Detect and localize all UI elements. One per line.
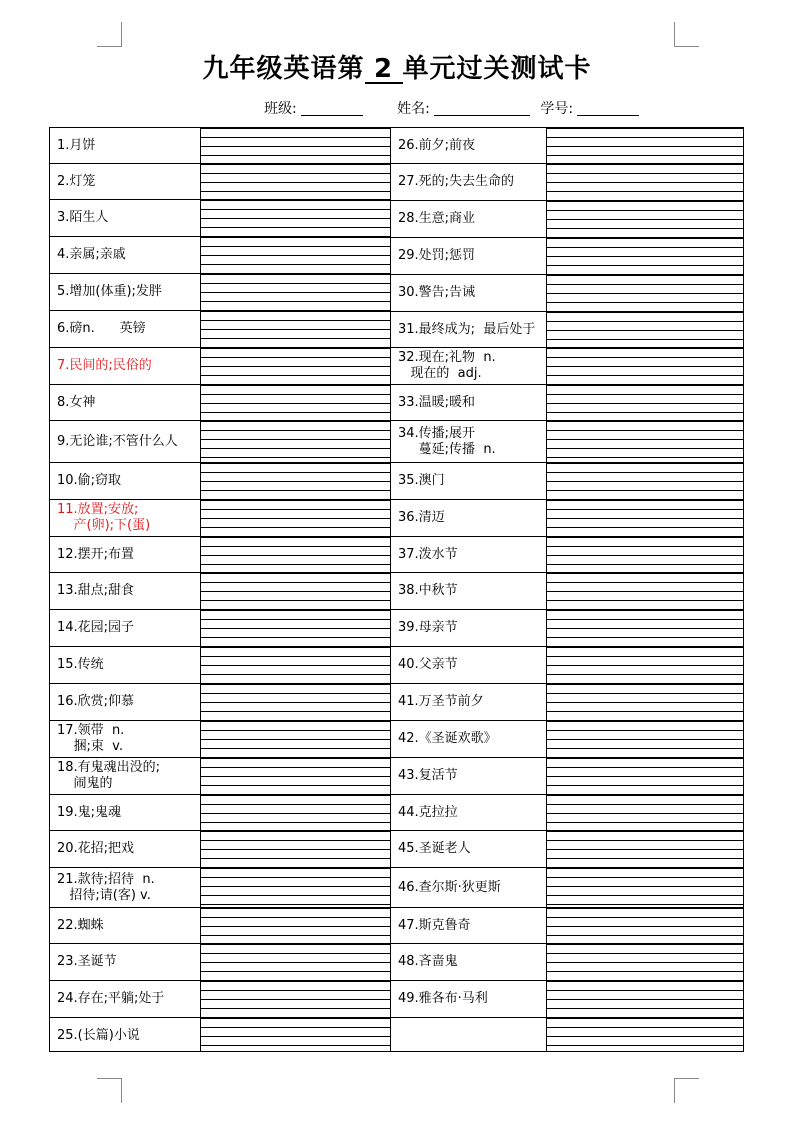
right-prompt-cell xyxy=(391,758,546,795)
right-prompt-cell xyxy=(391,500,546,537)
prompt-text: 9.无论谁;不管什么人 xyxy=(57,433,178,449)
page-title xyxy=(0,48,794,85)
left-prompt-cell xyxy=(50,684,200,721)
right-answer-lines[interactable] xyxy=(547,721,743,758)
prompt-text: 48.吝啬鬼 xyxy=(398,954,458,969)
prompt-text: 23.圣诞节 xyxy=(57,954,117,969)
title-suffix: 单元过关测试卡 xyxy=(402,54,592,84)
right-answer-lines[interactable] xyxy=(547,684,743,721)
left-prompt-cell xyxy=(50,721,200,758)
left-answer-lines[interactable] xyxy=(201,908,390,944)
name-field[interactable] xyxy=(434,101,530,116)
prompt-text: 25.(长篇)小说 xyxy=(57,1027,140,1043)
left-answer-lines[interactable] xyxy=(201,311,390,348)
prompt-text: 41.万圣节前夕 xyxy=(398,694,484,709)
prompt-text: 22.蜘蛛 xyxy=(57,917,104,933)
prompt-text: 49.雅各布·马利 xyxy=(398,991,488,1006)
left-answer-lines[interactable] xyxy=(201,274,390,311)
right-prompt-cell xyxy=(391,868,546,908)
right-prompt-cell xyxy=(391,164,546,201)
class-label: 班级: xyxy=(264,101,297,117)
prompt-text: 26.前夕;前夜 xyxy=(398,137,476,153)
left-answer-lines[interactable] xyxy=(201,684,390,721)
prompt-text: 37.泼水节 xyxy=(398,546,458,562)
prompt-text: 36.清迈 xyxy=(398,510,445,525)
right-prompt-cell xyxy=(391,944,546,981)
prompt-text: 6.磅n. 英镑 xyxy=(57,321,146,336)
right-prompt-cell xyxy=(391,908,546,944)
right-prompt-cell xyxy=(391,312,546,348)
prompt-text: 33.温暖;暖和 xyxy=(398,394,476,410)
right-answer-lines[interactable] xyxy=(547,201,743,238)
prompt-text: 8.女神 xyxy=(57,394,96,410)
left-answer-lines[interactable] xyxy=(201,200,390,237)
right-prompt-cell xyxy=(391,573,546,610)
prompt-text: 39.母亲节 xyxy=(398,620,458,635)
left-prompt-cell xyxy=(50,981,200,1018)
left-answer-lines[interactable] xyxy=(201,463,390,500)
crop-mark-bottom-left xyxy=(97,1078,122,1103)
right-answer-lines[interactable] xyxy=(547,275,743,312)
left-answer-lines[interactable] xyxy=(201,831,390,868)
prompt-text: 12.摆开;布置 xyxy=(57,546,135,562)
class-field[interactable] xyxy=(301,101,363,116)
right-prompt-cell xyxy=(391,537,546,573)
left-answer-lines[interactable] xyxy=(201,500,390,537)
prompt-text: 7.民间的;民俗的 xyxy=(57,358,152,373)
left-prompt-cell xyxy=(50,831,200,868)
right-answer-lines[interactable] xyxy=(547,537,743,573)
right-prompt-cell xyxy=(391,348,546,385)
right-answer-lines[interactable] xyxy=(547,831,743,868)
student-info xyxy=(264,98,639,118)
right-answer-lines[interactable] xyxy=(547,981,743,1018)
prompt-text: 35.澳门 xyxy=(398,473,445,488)
right-answer-lines[interactable] xyxy=(547,164,743,201)
right-answer-lines[interactable] xyxy=(547,944,743,981)
right-prompt-cell xyxy=(391,981,546,1018)
prompt-text: 15.传统 xyxy=(57,657,104,672)
prompt-text: 1.月饼 xyxy=(57,137,96,153)
left-prompt-cell xyxy=(50,421,200,463)
prompt-text: 11.放置;安放; 产(卵);下(蛋) xyxy=(57,502,151,533)
right-prompt-cell xyxy=(391,128,546,164)
left-prompt-cell xyxy=(50,348,200,385)
prompt-text: 24.存在;平躺;处于 xyxy=(57,991,165,1006)
prompt-text: 47.斯克鲁奇 xyxy=(398,917,471,933)
prompt-text: 19.鬼;鬼魂 xyxy=(57,804,122,820)
left-prompt-cell xyxy=(50,500,200,537)
right-prompt-cell xyxy=(391,721,546,758)
left-answer-lines[interactable] xyxy=(201,981,390,1018)
prompt-text: 44.克拉拉 xyxy=(398,804,458,820)
left-prompt-cell xyxy=(50,311,200,348)
left-prompt-cell xyxy=(50,537,200,573)
right-answer-lines[interactable] xyxy=(547,385,743,421)
right-answer-lines[interactable] xyxy=(547,908,743,944)
left-prompt-cell xyxy=(50,868,200,908)
right-prompt-column xyxy=(391,128,547,1051)
left-answer-lines[interactable] xyxy=(201,647,390,684)
crop-mark-top-right xyxy=(674,22,699,47)
prompt-text: 14.花园;园子 xyxy=(57,620,135,635)
left-prompt-cell xyxy=(50,610,200,647)
right-answer-lines[interactable] xyxy=(547,610,743,647)
right-answer-lines[interactable] xyxy=(547,238,743,275)
left-prompt-cell xyxy=(50,1018,200,1053)
right-answer-lines[interactable] xyxy=(547,421,743,463)
left-answer-lines[interactable] xyxy=(201,164,390,200)
student-id-field[interactable] xyxy=(577,101,639,116)
right-prompt-cell xyxy=(391,201,546,238)
left-prompt-cell xyxy=(50,944,200,981)
left-prompt-cell xyxy=(50,795,200,831)
right-prompt-cell xyxy=(391,421,546,463)
left-answer-lines[interactable] xyxy=(201,573,390,610)
unit-number: 2 xyxy=(365,56,403,84)
left-answer-lines[interactable] xyxy=(201,1018,390,1053)
prompt-text: 30.警告;告诫 xyxy=(398,285,476,300)
right-prompt-cell xyxy=(391,831,546,868)
right-answer-lines[interactable] xyxy=(547,573,743,610)
left-answer-lines[interactable] xyxy=(201,537,390,573)
left-answer-lines[interactable] xyxy=(201,721,390,758)
prompt-text: 40.父亲节 xyxy=(398,657,458,672)
vocabulary-table xyxy=(49,127,744,1052)
right-prompt-cell xyxy=(391,275,546,312)
left-prompt-cell xyxy=(50,164,200,200)
right-prompt-cell xyxy=(391,610,546,647)
left-answer-lines[interactable] xyxy=(201,758,390,795)
prompt-text: 21.款待;招待 n. 招待;请(客) v. xyxy=(57,871,155,903)
right-answer-lines[interactable] xyxy=(547,312,743,348)
crop-mark-bottom-right xyxy=(674,1078,699,1103)
prompt-text: 45.圣诞老人 xyxy=(398,841,471,856)
left-answer-lines[interactable] xyxy=(201,237,390,274)
left-answer-lines[interactable] xyxy=(201,385,390,421)
left-prompt-cell xyxy=(50,647,200,684)
left-prompt-cell xyxy=(50,573,200,610)
name-label: 姓名: xyxy=(397,101,430,117)
left-prompt-cell xyxy=(50,463,200,500)
left-prompt-cell xyxy=(50,128,200,164)
right-answer-lines[interactable] xyxy=(547,758,743,795)
right-answer-lines[interactable] xyxy=(547,1018,743,1053)
left-prompt-cell xyxy=(50,385,200,421)
left-answer-lines[interactable] xyxy=(201,795,390,831)
prompt-text: 4.亲属;亲戚 xyxy=(57,247,126,262)
prompt-text: 16.欣赏;仰慕 xyxy=(57,694,135,709)
right-prompt-cell xyxy=(391,684,546,721)
title-prefix: 九年级英语第 xyxy=(202,54,365,84)
prompt-text: 27.死的;失去生命的 xyxy=(398,174,515,189)
left-answer-lines[interactable] xyxy=(201,868,390,908)
prompt-text: 46.查尔斯·狄更斯 xyxy=(398,879,501,895)
prompt-text: 32.现在;礼物 n. 现在的 adj. xyxy=(398,350,496,381)
right-answer-lines[interactable] xyxy=(547,647,743,684)
left-prompt-cell xyxy=(50,758,200,795)
right-answer-lines[interactable] xyxy=(547,348,743,385)
right-prompt-cell xyxy=(391,1018,546,1053)
right-answer-lines[interactable] xyxy=(547,500,743,537)
prompt-text: 29.处罚;惩罚 xyxy=(398,248,476,263)
left-answer-lines[interactable] xyxy=(201,421,390,463)
right-answer-lines[interactable] xyxy=(547,868,743,908)
right-prompt-cell xyxy=(391,385,546,421)
left-prompt-cell xyxy=(50,237,200,274)
right-answer-column xyxy=(547,128,743,1051)
prompt-text: 34.传播;展开 蔓延;传播 n. xyxy=(398,425,496,457)
prompt-text: 10.偷;窃取 xyxy=(57,473,122,488)
left-prompt-cell xyxy=(50,200,200,237)
left-answer-lines[interactable] xyxy=(201,610,390,647)
prompt-text: 13.甜点;甜食 xyxy=(57,583,135,598)
prompt-text: 20.花招;把戏 xyxy=(57,841,135,856)
right-answer-lines[interactable] xyxy=(547,128,743,164)
prompt-text: 3.陌生人 xyxy=(57,210,109,225)
left-prompt-cell xyxy=(50,274,200,311)
left-answer-lines[interactable] xyxy=(201,944,390,981)
left-answer-lines[interactable] xyxy=(201,348,390,385)
prompt-text: 2.灯笼 xyxy=(57,173,96,189)
prompt-text: 38.中秋节 xyxy=(398,583,458,598)
right-prompt-cell xyxy=(391,238,546,275)
prompt-text: 18.有鬼魂出没的; 闹鬼的 xyxy=(57,760,161,791)
right-answer-lines[interactable] xyxy=(547,795,743,831)
prompt-text: 31.最终成为; 最后处于 xyxy=(398,321,536,337)
prompt-text: 42.《圣诞欢歌》 xyxy=(398,731,497,746)
student-id-label: 学号: xyxy=(540,101,574,117)
right-answer-lines[interactable] xyxy=(547,463,743,500)
right-prompt-cell xyxy=(391,795,546,831)
prompt-text: 28.生意;商业 xyxy=(398,211,476,226)
prompt-text: 43.复活节 xyxy=(398,768,458,783)
left-prompt-cell xyxy=(50,908,200,944)
prompt-text: 17.领带 n. 捆;束 v. xyxy=(57,723,125,754)
left-prompt-column xyxy=(50,128,201,1051)
crop-mark-top-left xyxy=(97,22,122,47)
left-answer-column xyxy=(201,128,391,1051)
prompt-text: 5.增加(体重);发胖 xyxy=(57,284,162,299)
right-prompt-cell xyxy=(391,463,546,500)
right-prompt-cell xyxy=(391,647,546,684)
left-answer-lines[interactable] xyxy=(201,128,390,164)
